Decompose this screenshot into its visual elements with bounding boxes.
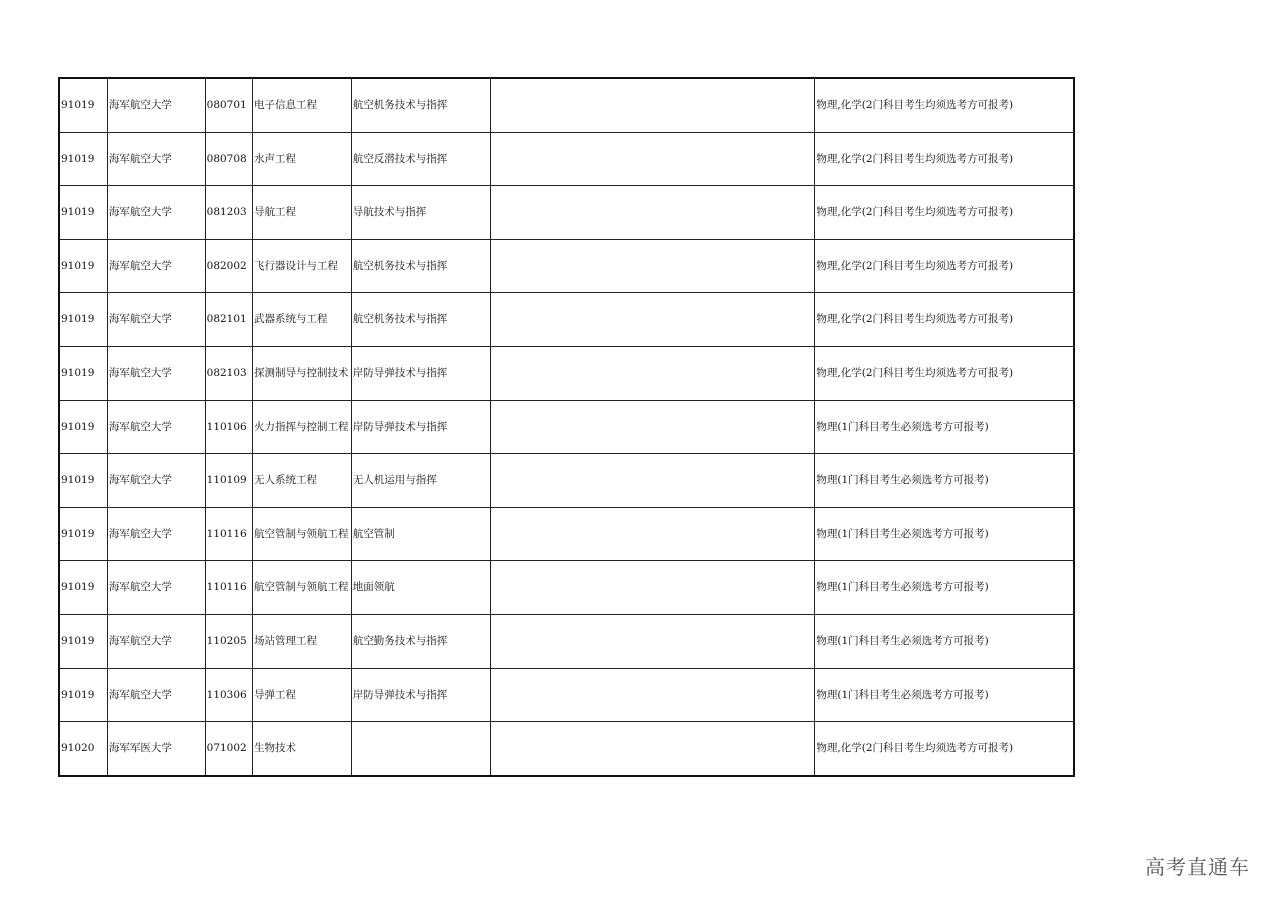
table-row bbox=[59, 78, 1074, 132]
table-row bbox=[59, 561, 1074, 615]
table-body bbox=[59, 78, 1074, 776]
school-code-cell: 91019 bbox=[59, 132, 107, 186]
school-name-cell: 海军航空大学 bbox=[107, 400, 205, 454]
school-code-cell: 91019 bbox=[59, 400, 107, 454]
school-code-cell: 91019 bbox=[59, 454, 107, 508]
major-name-cell: 导航工程 bbox=[253, 186, 352, 240]
table-row bbox=[59, 293, 1074, 347]
direction-cell: 航空勤务技术与指挥 bbox=[351, 614, 490, 668]
direction-cell: 航空机务技术与指挥 bbox=[351, 239, 490, 293]
direction-cell: 航空机务技术与指挥 bbox=[351, 78, 490, 132]
school-name-cell: 海军航空大学 bbox=[107, 614, 205, 668]
major-code-cell: 081203 bbox=[205, 186, 252, 240]
subject-requirement-cell: 物理,化学(2门科目考生均须选考方可报考) bbox=[815, 346, 1074, 400]
school-name-cell: 海军航空大学 bbox=[107, 132, 205, 186]
school-name-cell: 海军航空大学 bbox=[107, 293, 205, 347]
direction-cell: 航空反潜技术与指挥 bbox=[351, 132, 490, 186]
subject-requirement-cell: 物理,化学(2门科目考生均须选考方可报考) bbox=[815, 132, 1074, 186]
major-code-cell: 071002 bbox=[205, 722, 252, 776]
table-row bbox=[59, 507, 1074, 561]
major-name-cell: 生物技术 bbox=[253, 722, 352, 776]
note-cell bbox=[490, 346, 815, 400]
subject-requirement-cell: 物理,化学(2门科目考生均须选考方可报考) bbox=[815, 239, 1074, 293]
major-name-cell: 导弹工程 bbox=[253, 668, 352, 722]
school-name-cell: 海军航空大学 bbox=[107, 668, 205, 722]
direction-cell: 航空管制 bbox=[351, 507, 490, 561]
direction-cell: 岸防导弹技术与指挥 bbox=[351, 668, 490, 722]
note-cell bbox=[490, 186, 815, 240]
note-cell bbox=[490, 400, 815, 454]
direction-cell: 地面领航 bbox=[351, 561, 490, 615]
school-name-cell: 海军航空大学 bbox=[107, 507, 205, 561]
school-code-cell: 91020 bbox=[59, 722, 107, 776]
watermark-text: 高考直通车 bbox=[1145, 855, 1250, 879]
direction-cell: 航空机务技术与指挥 bbox=[351, 293, 490, 347]
table-row bbox=[59, 239, 1074, 293]
school-code-cell: 91019 bbox=[59, 507, 107, 561]
major-name-cell: 飞行器设计与工程 bbox=[253, 239, 352, 293]
major-name-cell: 武器系统与工程 bbox=[253, 293, 352, 347]
major-code-cell: 082103 bbox=[205, 346, 252, 400]
major-code-cell: 110109 bbox=[205, 454, 252, 508]
table-row bbox=[59, 186, 1074, 240]
subject-requirement-cell: 物理(1门科目考生必须选考方可报考) bbox=[815, 454, 1074, 508]
note-cell bbox=[490, 561, 815, 615]
table-row bbox=[59, 722, 1074, 776]
major-name-cell: 电子信息工程 bbox=[253, 78, 352, 132]
note-cell bbox=[490, 78, 815, 132]
school-name-cell: 海军航空大学 bbox=[107, 78, 205, 132]
direction-cell bbox=[351, 722, 490, 776]
major-code-cell: 110106 bbox=[205, 400, 252, 454]
major-code-cell: 110116 bbox=[205, 507, 252, 561]
school-name-cell: 海军航空大学 bbox=[107, 346, 205, 400]
subject-requirement-cell: 物理,化学(2门科目考生均须选考方可报考) bbox=[815, 293, 1074, 347]
major-code-cell: 082002 bbox=[205, 239, 252, 293]
school-name-cell: 海军航空大学 bbox=[107, 186, 205, 240]
school-code-cell: 91019 bbox=[59, 614, 107, 668]
major-name-cell: 场站管理工程 bbox=[253, 614, 352, 668]
note-cell bbox=[490, 293, 815, 347]
subject-requirement-cell: 物理(1门科目考生必须选考方可报考) bbox=[815, 614, 1074, 668]
school-name-cell: 海军航空大学 bbox=[107, 454, 205, 508]
table-row bbox=[59, 346, 1074, 400]
subject-requirement-cell: 物理(1门科目考生必须选考方可报考) bbox=[815, 400, 1074, 454]
note-cell bbox=[490, 614, 815, 668]
note-cell bbox=[490, 722, 815, 776]
major-name-cell: 探测制导与控制技术 bbox=[253, 346, 352, 400]
table-row bbox=[59, 454, 1074, 508]
direction-cell: 无人机运用与指挥 bbox=[351, 454, 490, 508]
school-name-cell: 海军航空大学 bbox=[107, 239, 205, 293]
school-code-cell: 91019 bbox=[59, 293, 107, 347]
note-cell bbox=[490, 668, 815, 722]
subject-requirement-cell: 物理,化学(2门科目考生均须选考方可报考) bbox=[815, 722, 1074, 776]
major-code-cell: 110306 bbox=[205, 668, 252, 722]
subject-requirement-cell: 物理(1门科目考生必须选考方可报考) bbox=[815, 507, 1074, 561]
major-code-cell: 110116 bbox=[205, 561, 252, 615]
school-code-cell: 91019 bbox=[59, 78, 107, 132]
table-row bbox=[59, 400, 1074, 454]
note-cell bbox=[490, 454, 815, 508]
table-row bbox=[59, 668, 1074, 722]
note-cell bbox=[490, 239, 815, 293]
note-cell bbox=[490, 507, 815, 561]
table-row bbox=[59, 132, 1074, 186]
major-code-cell: 080701 bbox=[205, 78, 252, 132]
school-code-cell: 91019 bbox=[59, 239, 107, 293]
school-name-cell: 海军军医大学 bbox=[107, 722, 205, 776]
direction-cell: 导航技术与指挥 bbox=[351, 186, 490, 240]
major-name-cell: 航空管制与领航工程 bbox=[253, 507, 352, 561]
subject-requirement-cell: 物理,化学(2门科目考生均须选考方可报考) bbox=[815, 78, 1074, 132]
major-code-cell: 110205 bbox=[205, 614, 252, 668]
subject-requirement-cell: 物理(1门科目考生必须选考方可报考) bbox=[815, 668, 1074, 722]
table-row bbox=[59, 614, 1074, 668]
major-name-cell: 火力指挥与控制工程 bbox=[253, 400, 352, 454]
school-code-cell: 91019 bbox=[59, 186, 107, 240]
subject-requirement-cell: 物理,化学(2门科目考生均须选考方可报考) bbox=[815, 186, 1074, 240]
major-name-cell: 无人系统工程 bbox=[253, 454, 352, 508]
major-code-cell: 080708 bbox=[205, 132, 252, 186]
direction-cell: 岸防导弹技术与指挥 bbox=[351, 400, 490, 454]
major-name-cell: 水声工程 bbox=[253, 132, 352, 186]
school-code-cell: 91019 bbox=[59, 346, 107, 400]
school-code-cell: 91019 bbox=[59, 561, 107, 615]
school-name-cell: 海军航空大学 bbox=[107, 561, 205, 615]
major-name-cell: 航空管制与领航工程 bbox=[253, 561, 352, 615]
note-cell bbox=[490, 132, 815, 186]
school-code-cell: 91019 bbox=[59, 668, 107, 722]
direction-cell: 岸防导弹技术与指挥 bbox=[351, 346, 490, 400]
requirements-table bbox=[58, 77, 1075, 777]
major-code-cell: 082101 bbox=[205, 293, 252, 347]
subject-requirement-cell: 物理(1门科目考生必须选考方可报考) bbox=[815, 561, 1074, 615]
